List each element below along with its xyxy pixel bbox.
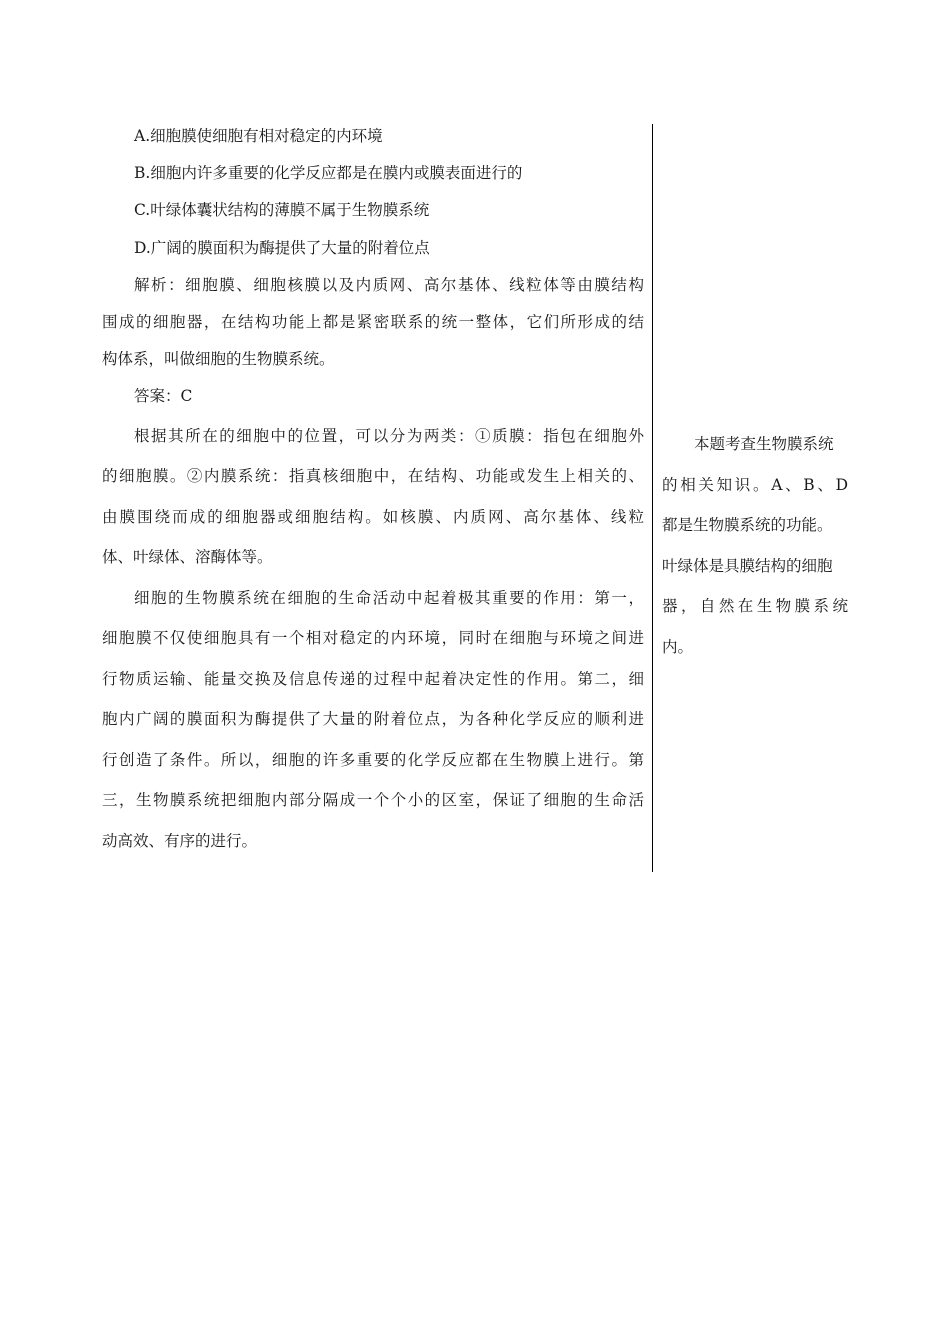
classification-line-3: 由膜围绕而成的细胞器或细胞结构。如核膜、内质网、高尔基体、线粒 bbox=[102, 507, 644, 526]
side-note-line-6: 内。 bbox=[662, 637, 694, 656]
option-c: C.叶绿体囊状结构的薄膜不属于生物膜系统 bbox=[134, 201, 430, 220]
side-note-line-4: 叶绿体是具膜结构的细胞 bbox=[662, 556, 833, 575]
function-line-4: 胞内广阔的膜面积为酶提供了大量的附着位点，为各种化学反应的顺利进 bbox=[102, 710, 644, 728]
column-divider bbox=[652, 124, 653, 872]
function-line-7: 动高效、有序的进行。 bbox=[102, 831, 258, 850]
classification-line-1: 根据其所在的细胞中的位置，可以分为两类：①质膜：指包在细胞外 bbox=[134, 426, 644, 445]
side-note-line-3: 都是生物膜系统的功能。 bbox=[662, 516, 833, 534]
option-b: B.细胞内许多重要的化学反应都是在膜内或膜表面进行的 bbox=[134, 164, 523, 183]
function-line-3: 行物质运输、能量交换及信息传递的过程中起着决定性的作用。第二，细 bbox=[102, 669, 644, 688]
side-note-line-5: 器，自然在生物膜系统 bbox=[662, 597, 848, 615]
function-line-2: 细胞膜不仅使细胞具有一个相对稳定的内环境，同时在细胞与环境之间进 bbox=[102, 629, 644, 647]
analysis-line-1: 解析：细胞膜、细胞核膜以及内质网、高尔基体、线粒体等由膜结构 bbox=[134, 275, 644, 294]
function-line-1: 细胞的生物膜系统在细胞的生命活动中起着极其重要的作用：第一， bbox=[134, 588, 644, 607]
side-note-line-2: 的相关知识。A、B、D bbox=[662, 475, 848, 494]
function-line-6: 三，生物膜系统把细胞内部分隔成一个个小的区室，保证了细胞的生命活 bbox=[102, 791, 644, 809]
answer-line: 答案：C bbox=[134, 387, 193, 406]
function-line-5: 行创造了条件。所以，细胞的许多重要的化学反应都在生物膜上进行。第 bbox=[102, 750, 644, 769]
side-note bbox=[662, 424, 848, 667]
main-column bbox=[102, 118, 644, 861]
option-d: D.广阔的膜面积为酶提供了大量的附着位点 bbox=[134, 238, 430, 257]
analysis-line-2: 围成的细胞器，在结构功能上都是紧密联系的统一整体，它们所形成的结 bbox=[102, 312, 644, 331]
side-note-line-1: 本题考查生物膜系统 bbox=[694, 435, 834, 453]
option-a: A.细胞膜使细胞有相对稳定的内环境 bbox=[134, 127, 383, 145]
classification-line-4: 体、叶绿体、溶酶体等。 bbox=[102, 548, 273, 566]
classification-line-2: 的细胞膜。②内膜系统：指真核细胞中，在结构、功能或发生上相关的、 bbox=[102, 467, 644, 485]
analysis-line-3: 构体系，叫做细胞的生物膜系统。 bbox=[102, 350, 335, 369]
